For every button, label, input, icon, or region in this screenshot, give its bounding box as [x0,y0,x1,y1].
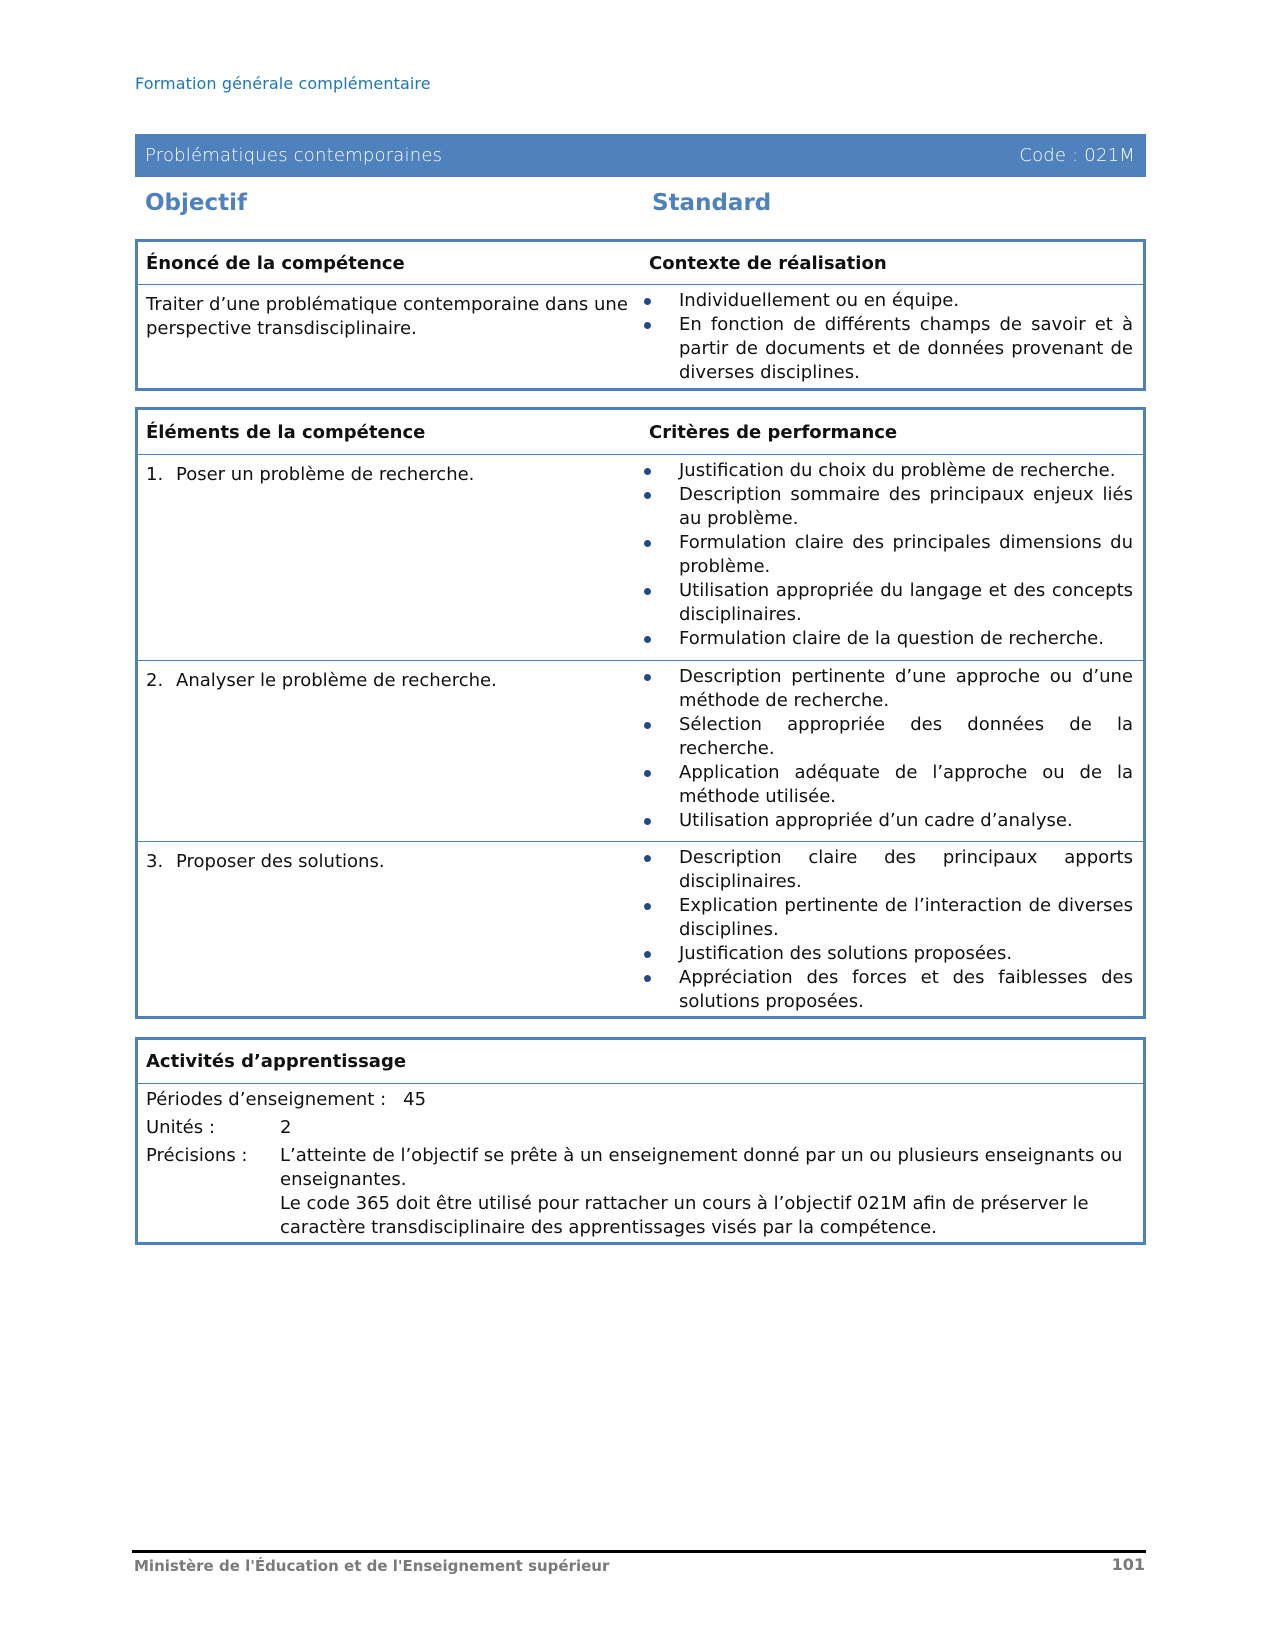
periods-label: Périodes d’enseignement : [146,1089,387,1110]
units-value: 2 [280,1117,292,1138]
elements-box-header [138,410,1143,455]
list-item: Description sommaire des principaux enjeux liés au problème. [642,483,1133,531]
bullet-icon [644,951,651,958]
bullet-icon [644,298,651,305]
bullet-icon [644,588,651,595]
units-line [146,1116,1133,1140]
bullet-icon [644,636,651,643]
bullet-icon [644,492,651,499]
table-row [138,842,1143,1018]
statement-header: Énoncé de la compétence [146,252,405,274]
bullet-icon [644,722,651,729]
criteria-list [642,459,1133,651]
bullet-icon [644,770,651,777]
list-item: Application adéquate de l’approche ou de la méthode utilisée. [642,761,1133,809]
element-cell: 1. Poser un problème de recherche. [146,464,475,485]
list-item: En fonction de différents champs de savoir et à partir de documents et de données provenant de diverses disciplines. [642,313,1133,385]
criteria-list [642,846,1133,1014]
bullet-icon [644,975,651,982]
statement-box [135,239,1146,391]
bullet-icon [644,855,651,862]
list-item: Formulation claire de la question de recherche. [642,627,1133,651]
bullet-icon [644,903,651,910]
activities-box [135,1037,1146,1245]
statement-box-header [138,242,1143,285]
bullet-icon [644,468,651,475]
list-item: Justification du choix du problème de recherche. [642,459,1133,483]
statement-row [138,285,1143,389]
list-item: Individuellement ou en équipe. [642,289,1133,313]
element-cell: 3. Proposer des solutions. [146,851,385,872]
table-row [138,455,1143,661]
statement-text: Traiter d’une problématique contemporaine dans une perspective transdisciplinaire. [146,294,628,339]
precision-paragraph: L’atteinte de l’objectif se prête à un enseignement donné par un ou plusieurs enseignants ou enseignantes. [280,1145,1123,1190]
course-title-bar [135,134,1146,177]
elements-box [135,407,1146,1019]
activities-body [138,1084,1143,1250]
criteria-list [642,665,1133,833]
context-header: Contexte de réalisation [649,252,887,274]
context-list [642,289,1133,385]
list-item: Explication pertinente de l’interaction de diverses disciplines. [642,894,1133,942]
standard-heading: Standard [652,190,772,216]
footer-divider [132,1550,1146,1553]
units-label: Unités : [146,1117,215,1138]
table-row [138,661,1143,842]
bullet-icon [644,540,651,547]
course-title: Problématiques contemporaines [145,145,443,166]
bullet-icon [644,674,651,681]
periods-value: 45 [403,1089,427,1110]
running-head: Formation générale complémentaire [135,74,431,93]
list-item: Utilisation appropriée d’un cadre d’analyse. [642,809,1133,833]
list-item: Appréciation des forces et des faiblesses des solutions proposées. [642,966,1133,1014]
objective-heading: Objectif [145,190,248,216]
elements-header: Éléments de la compétence [146,421,426,443]
list-item: Utilisation appropriée du langage et des concepts disciplinaires. [642,579,1133,627]
precisions-label: Précisions : [146,1145,248,1166]
list-item: Justification des solutions proposées. [642,942,1133,966]
criteria-header: Critères de performance [649,421,898,443]
footer-publisher: Ministère de l'Éducation et de l'Enseignement supérieur [134,1557,610,1575]
bullet-icon [644,322,651,329]
periods-line [146,1088,1133,1112]
activities-box-header [138,1040,1143,1084]
course-code: Code : 021M [1019,145,1135,166]
activities-header: Activités d’apprentissage [146,1051,407,1072]
list-item: Sélection appropriée des données de la recherche. [642,713,1133,761]
list-item: Description claire des principaux apports disciplinaires. [642,846,1133,894]
precisions-line [146,1144,1133,1240]
precisions-text [280,1144,1133,1240]
list-item: Description pertinente d’une approche ou d’une méthode de recherche. [642,665,1133,713]
element-cell: 2. Analyser le problème de recherche. [146,670,497,691]
precision-paragraph: Le code 365 doit être utilisé pour rattacher un cours à l’objectif 021M afin de préserver le caractère transdisciplinaire des apprentissages visés par la compétence. [280,1193,1089,1238]
bullet-icon [644,818,651,825]
list-item: Formulation claire des principales dimensions du problème. [642,531,1133,579]
page-number: 101 [1111,1555,1145,1574]
